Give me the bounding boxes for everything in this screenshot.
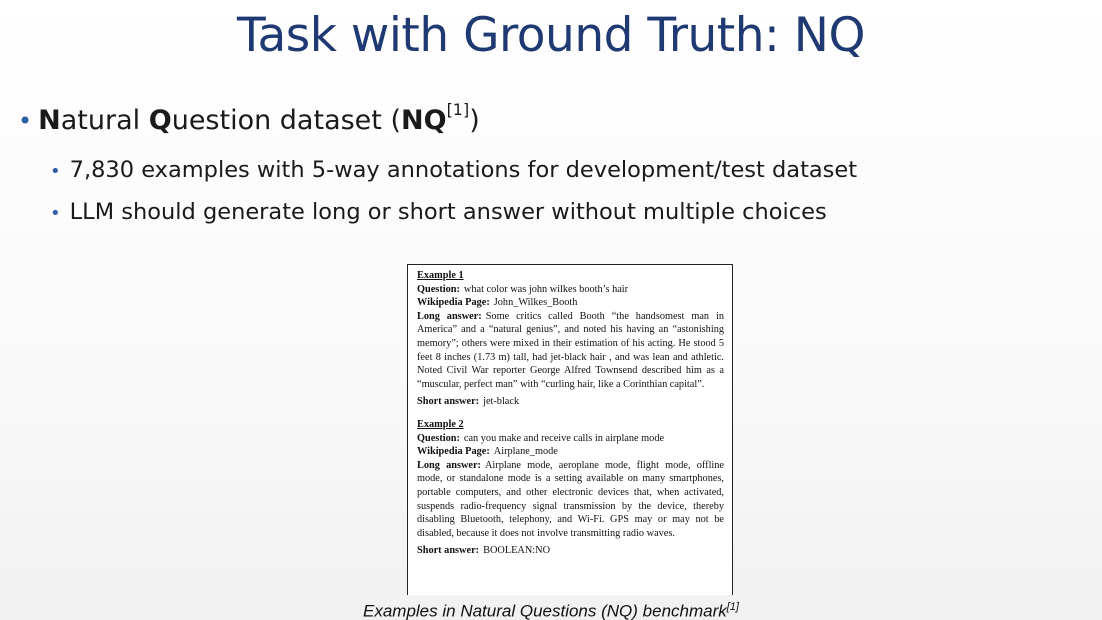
short-answer-label: Short answer: bbox=[417, 545, 480, 557]
bullet-list bbox=[18, 100, 858, 225]
long-answer-label: Long answer: bbox=[417, 310, 482, 322]
wikipedia-page-line bbox=[417, 296, 724, 310]
question-label: Question: bbox=[417, 283, 460, 295]
page-text: John_Wilkes_Booth bbox=[493, 297, 578, 309]
reference-marker: [1] bbox=[446, 100, 470, 119]
text-n-rest: atural bbox=[60, 105, 149, 136]
sub-bullet bbox=[50, 157, 857, 183]
short-answer bbox=[417, 395, 724, 409]
question-label: Question: bbox=[417, 432, 460, 444]
question-text: can you make and receive calls in airplane mode bbox=[463, 432, 665, 444]
question-line bbox=[417, 283, 724, 297]
long-answer-text: Airplane mode, aeroplane mode, flight mode, offline mode, or standalone mode is a setting available on many smartphones, portable computers, and other electronic devices that, when activated, suspends radio-frequency signal transmission by the device, thereby disabling Bluetooth, telephony, and Wi-Fi. GPS may or may not be disabled, because it does not involve transmitting radio waves. bbox=[417, 459, 725, 539]
example-heading: Example 2 bbox=[417, 418, 464, 430]
sub-bullet-text: LLM should generate long or short answer without multiple choices bbox=[69, 199, 827, 225]
short-answer-label: Short answer: bbox=[417, 396, 480, 408]
main-bullet-text bbox=[38, 100, 480, 136]
caption-text: Examples in Natural Questions (NQ) benchmark bbox=[363, 601, 727, 620]
abbr-nq: NQ bbox=[401, 105, 447, 136]
sub-bullet bbox=[50, 199, 857, 225]
sub-bullet-text: 7,830 examples with 5-way annotations for development/test dataset bbox=[69, 157, 858, 183]
page-label: Wikipedia Page: bbox=[417, 446, 490, 458]
spacer bbox=[417, 409, 724, 418]
long-answer bbox=[417, 459, 724, 541]
long-answer bbox=[417, 310, 724, 392]
example-heading: Example 1 bbox=[417, 270, 464, 281]
short-answer-text: BOOLEAN:NO bbox=[483, 545, 551, 557]
close-paren: ) bbox=[469, 105, 480, 136]
page-text: Airplane_mode bbox=[493, 446, 558, 458]
text-q-rest: uestion dataset ( bbox=[171, 105, 401, 136]
long-answer-text: Some critics called Booth “the handsomest man in America” and a “natural genius”, and noted his having an “astonishing memory”; others were mixed in their estimation of his acting. He stood 5 feet 8 inches (1.73 m) tall, had jet-black hair , and was lean and athletic. Noted Civil War reporter George Alfred Townsend described him as a “muscular, perfect man” with “curling hair, like a Corinthian capital”. bbox=[417, 310, 724, 390]
example-block bbox=[417, 418, 724, 558]
bullet-dot-icon: • bbox=[18, 107, 33, 135]
slide-title: Task with Ground Truth: NQ bbox=[237, 8, 865, 63]
question-line bbox=[417, 432, 724, 446]
bullet-dot-icon: • bbox=[50, 161, 61, 182]
figure-caption bbox=[0, 601, 1102, 620]
bullet-dot-icon: • bbox=[50, 203, 61, 224]
wikipedia-page-line bbox=[417, 445, 724, 459]
example-block bbox=[417, 269, 724, 409]
bold-n: N bbox=[38, 105, 61, 136]
caption-reference: [1] bbox=[726, 601, 739, 613]
short-answer-text: jet-black bbox=[483, 396, 520, 408]
page-label: Wikipedia Page: bbox=[417, 297, 490, 309]
nq-examples-figure bbox=[407, 264, 733, 595]
short-answer bbox=[417, 544, 724, 558]
main-bullet bbox=[18, 100, 857, 136]
long-answer-label: Long answer: bbox=[417, 459, 481, 471]
bold-q: Q bbox=[148, 105, 172, 136]
question-text: what color was john wilkes booth’s hair bbox=[463, 283, 629, 295]
